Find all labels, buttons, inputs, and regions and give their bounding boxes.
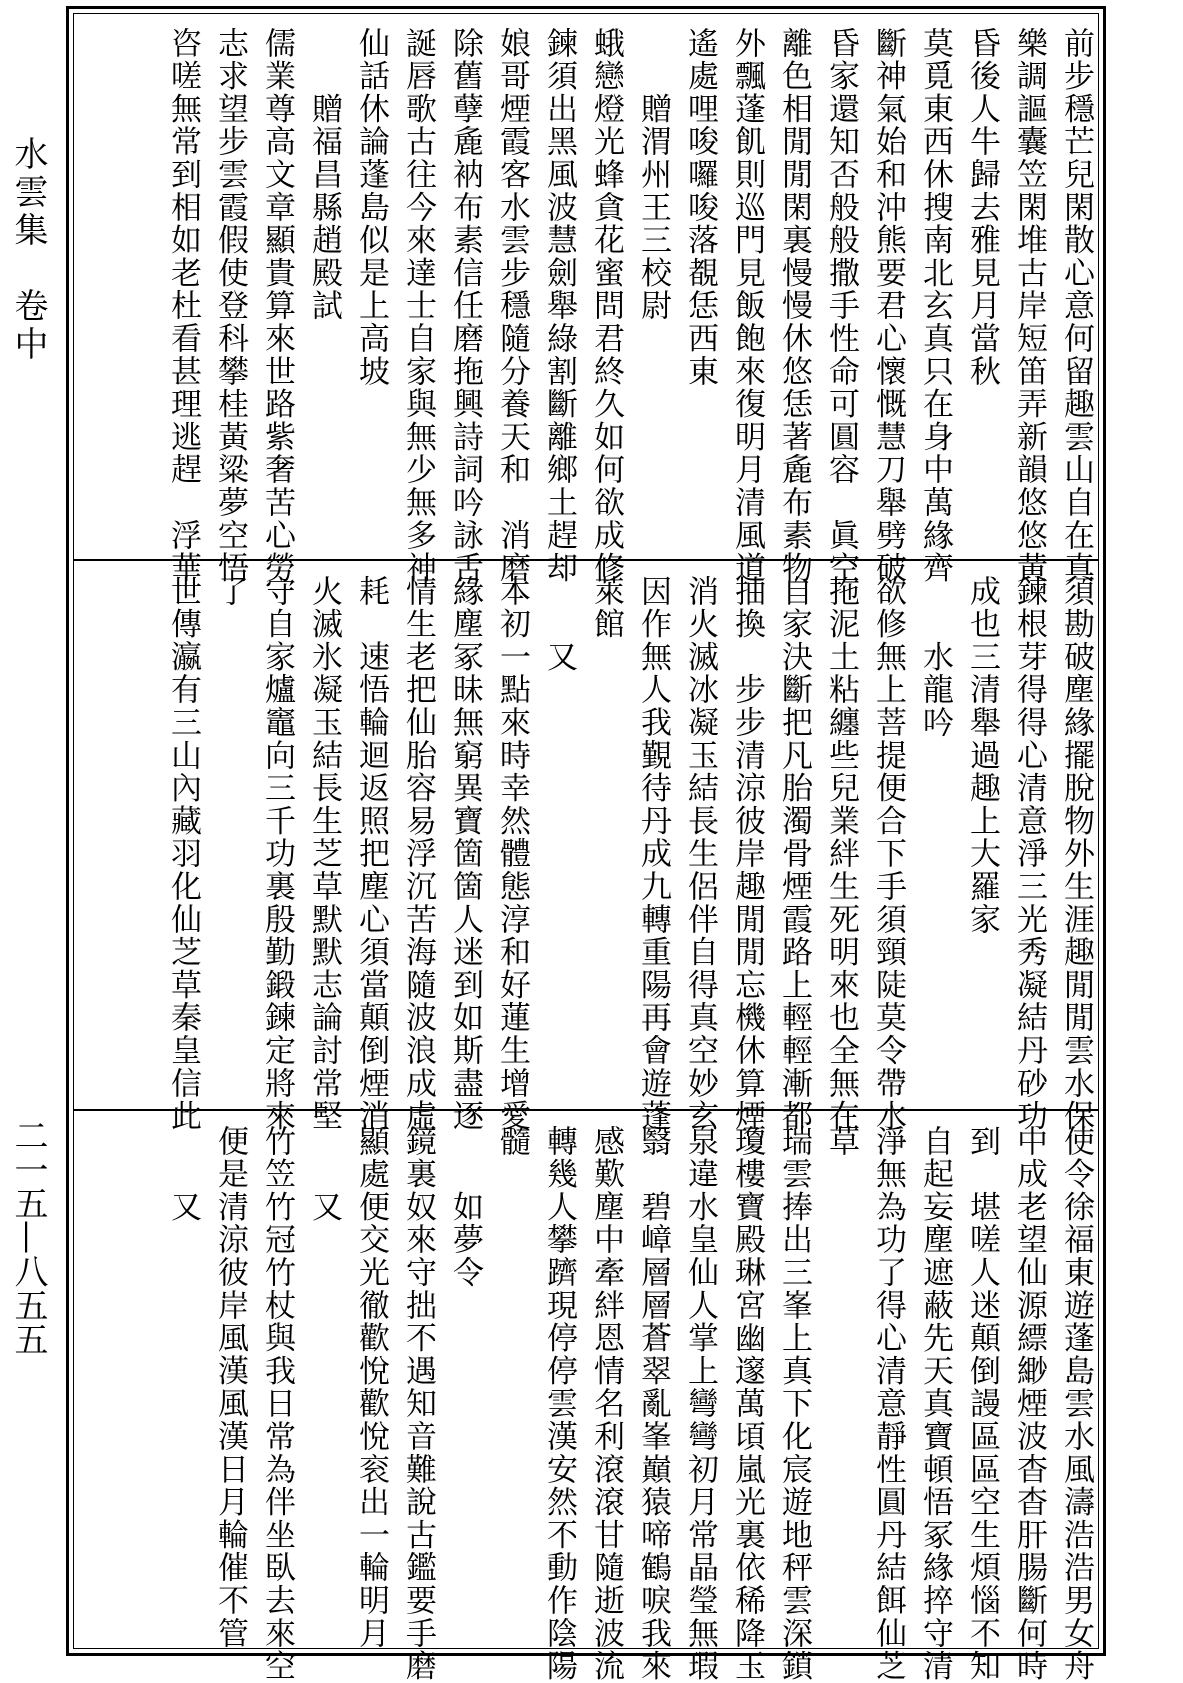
text-column: 鍊根芽得得心清意淨三光秀凝結丹砂功	[1011, 575, 1047, 1133]
text-column: 守自家爐竈向三千功裏殷勤鍛鍊定將來	[259, 575, 295, 1133]
text-column: 了	[212, 575, 248, 608]
text-column: 又	[306, 1125, 342, 1224]
text-column: 抽換 步步清涼彼岸趣閒閒忘機休算煙	[729, 575, 765, 1133]
text-column: 誕唇歌古往今來達士自家與無少無多神	[400, 27, 436, 585]
text-column: 志求望步雲霞假使登科攀桂黃粱夢空悟	[212, 27, 248, 585]
text-column: 娘哥煙霞客水雲步穩隨分養天和 消磨	[494, 27, 530, 585]
text-column: 昏家還知否般般撒手性命可圓容 眞空	[823, 27, 859, 585]
text-column: 鏡裏奴來守拙不遇知音難說古鑑要手磨	[400, 1125, 436, 1683]
text-column: 鍊須出黑風波慧劍舉綠割斷離鄉土趕却	[541, 27, 577, 585]
text-column: 欲修無上菩提便合下手須頸陡莫令帶水	[870, 575, 906, 1133]
text-column: 情生老把仙胎容易浮沉苦海隨波浪成虛	[400, 575, 436, 1133]
text-column: 水龍吟	[917, 575, 953, 739]
column-group	[93, 27, 1094, 585]
text-column: 到 堪嗟人迷顛倒謾區區空生煩惱不知	[964, 1125, 1000, 1683]
text-column: 外飄蓬飢則巡門見飯飽來復明月清風道	[729, 27, 765, 585]
text-column: 咨嗟無常到相如老杜看甚理逃趕 浮華	[165, 27, 201, 585]
text-column: 莫覓東西休搜南北玄真只在身中萬緣齊	[917, 27, 953, 585]
text-panel-2	[73, 559, 1099, 1133]
text-panel-1	[73, 13, 1099, 585]
text-column: 又	[541, 575, 577, 674]
text-column: 瓊樓寶殿琳宮幽邃萬頃嵐光裏依稀降玉	[729, 1125, 765, 1683]
text-column: 如夢令	[447, 1125, 483, 1289]
page-frame	[66, 6, 1106, 1683]
text-column: 瑞雲捧出三峯上真下化宸遊地秤雲深鎖	[776, 1125, 812, 1683]
text-column: 翳 碧嶂層層蒼翠亂峯巔猿啼鶴唳我來	[635, 1125, 671, 1683]
text-column: 泉違水皇仙人掌上彎彎初月常晶瑩無瑕	[682, 1125, 718, 1683]
text-column: 竹笠竹冠竹杖與我日常為伴坐臥去來空	[259, 1125, 295, 1683]
text-column: 中成老望仙源縹緲煙波杳杳肝腸斷何時	[1011, 1125, 1047, 1683]
text-column: 萊館	[588, 575, 624, 641]
text-column: 淨無為功了得心清意靜性圓丹結餌仙芝	[870, 1125, 906, 1683]
text-panel-3	[73, 1109, 1099, 1683]
text-column: 拖泥土粘纏些兒業絆生死明來也全無在	[823, 575, 859, 1133]
text-column: 消火滅冰凝玉結長生侶伴自得真空妙玄	[682, 575, 718, 1133]
text-column: 便是清涼彼岸風漢風漢日月輪催不管	[212, 1125, 248, 1650]
text-column: 本初一點來時幸然體態淳和好蓮生增愛	[494, 575, 530, 1133]
text-column: 儒業尊高文章顯貴算來世路紫奢苦心勞	[259, 27, 295, 585]
text-column: 離色相閒閒閑裏慢慢休悠恁著麁布素物	[776, 27, 812, 585]
text-column: 成也三清舉過趣上大羅家	[964, 575, 1000, 936]
text-column: 因作無人我覲待丹成九轉重陽再會遊蓬	[635, 575, 671, 1133]
text-column: 贈福昌縣趙殿試	[306, 27, 342, 323]
text-column: 除舊孽麁衲布素信任磨拖興詩詞吟詠舌	[447, 27, 483, 585]
page-number: 二一五—八五五	[8, 1118, 48, 1356]
text-column: 遙處哩唆囉唆落覩恁西東	[682, 27, 718, 388]
text-column: 昏後人牛歸去雅見月當秋	[964, 27, 1000, 388]
text-column: 自起妄塵遮蔽先天真寶頓悟冢緣捽守清	[917, 1125, 953, 1683]
text-column: 又	[165, 1125, 201, 1224]
text-column: 髓	[494, 1125, 530, 1158]
text-column: 樂調謳囊笠閑堆古岸短笛弄新韻悠悠黃	[1011, 27, 1047, 585]
text-column: 顯處便交光徹歡悅歡悅衮出一輪明月	[353, 1125, 389, 1650]
text-column: 草	[823, 1125, 859, 1158]
text-column: 使令徐福東遊蓬島雲水風濤浩浩男女舟	[1058, 1125, 1094, 1683]
text-column: 世傳瀛有三山內藏羽化仙芝草秦皇信此	[165, 575, 201, 1133]
column-group	[93, 1125, 1094, 1683]
text-column: 火滅氷凝玉結長生芝草默默志論討常堅	[306, 575, 342, 1133]
text-column: 須勘破塵緣擺脫物外生涯趣閒閒雲水保	[1058, 575, 1094, 1133]
text-column: 自家決斷把凡胎濁骨煙霞路上輕輕漸都	[776, 575, 812, 1133]
text-column: 仙話休論蓬島似是上高坡	[353, 27, 389, 388]
text-column: 感歎塵中牽絆恩情名利滾滾甘隨逝波流	[588, 1125, 624, 1683]
text-column: 贈渭州王三校尉	[635, 27, 671, 323]
column-group	[93, 575, 1094, 1133]
text-column: 斷神氣始和沖熊要君心懷慨慧刀舉劈破	[870, 27, 906, 585]
text-column: 耗 速悟輪迴返照把塵心須當顛倒煙消	[353, 575, 389, 1133]
text-column: 前步穩芒兒閑散心意何留趣雲山自在真	[1058, 27, 1094, 585]
book-title: 水雲集 卷中	[8, 136, 48, 364]
text-column: 緣塵冢昧無窮異寶箇箇人迷到如斯盡逐	[447, 575, 483, 1133]
text-column: 蛾戀燈光蜂貪花蜜問君終久如何欲成修	[588, 27, 624, 585]
text-column: 轉幾人攀躋現停停雲漢安然不動作陰陽	[541, 1125, 577, 1683]
